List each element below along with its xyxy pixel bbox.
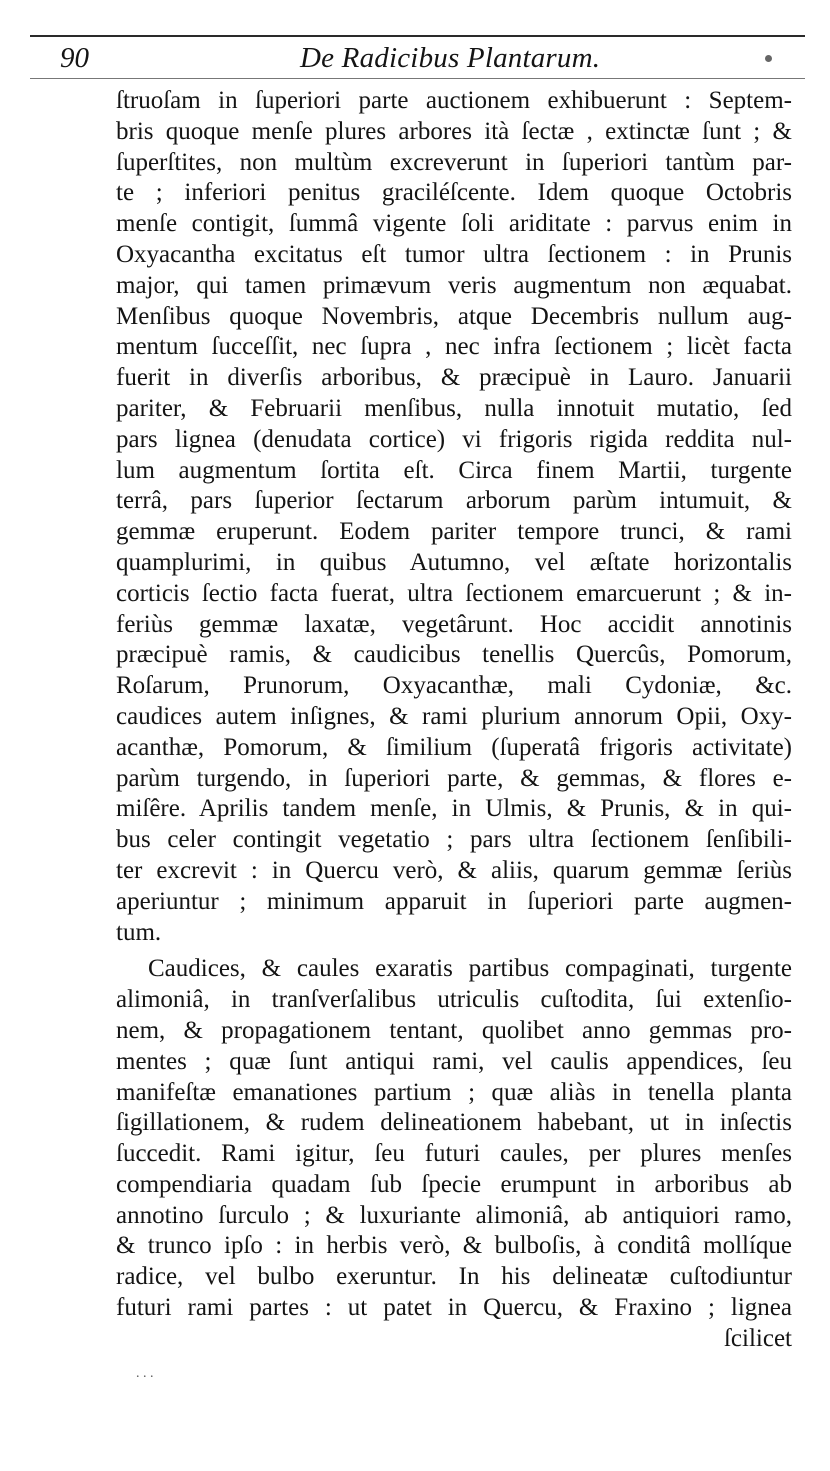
text-line: Caudices, & caules exaratis partibus compaginati, turgente <box>148 955 792 983</box>
text-line: ſigillationem, & rudem delineationem habebant, ut in inſectis <box>116 1109 792 1137</box>
text-line: & trunco ipſo : in herbis verò, & bulboſis, à conditâ mollíque <box>116 1232 792 1260</box>
text-line: futuri rami partes : ut patet in Quercu, & Fraxino ; lignea <box>116 1294 792 1322</box>
text-line: manifeſtæ emanationes partium ; quæ aliàs in tenella planta <box>116 1078 792 1106</box>
catchword: ſcilicet <box>723 1324 792 1352</box>
printer-mark <box>765 55 772 62</box>
text-line: caudices autem inſignes, & rami plurium annorum Opii, Oxy- <box>116 702 792 730</box>
text-line: ſuccedit. Rami igitur, ſeu futuri caules, per plures menſes <box>116 1140 792 1168</box>
text-line: miſêre. Aprilis tandem menſe, in Ulmis, & Prunis, & in qui- <box>116 795 792 823</box>
text-line: ter excrevit : in Quercu verò, & aliis, quarum gemmæ ſeriùs <box>116 856 792 884</box>
header-rule <box>30 78 805 79</box>
text-line: ſuperſtites, non multùm excreverunt in ſuperiori tantùm par- <box>116 148 792 176</box>
text-line: corticis ſectio facta fuerat, ultra ſectionem emarcuerunt ; & in- <box>116 579 792 607</box>
text-line: annotino ſurculo ; & luxuriante alimoniâ, ab antiquiori ramo, <box>116 1201 792 1229</box>
text-line: Menſibus quoque Novembris, atque Decembris nullum aug- <box>116 302 792 330</box>
text-line: nem, & propagationem tentant, quolibet anno gemmas pro- <box>116 1016 792 1044</box>
text-line: feriùs gemmæ laxatæ, vegetârunt. Hoc accidit annotinis <box>116 610 792 638</box>
body-text <box>116 86 792 1355</box>
text-line: gemmæ eruperunt. Eodem pariter tempore trunci, & rami <box>116 518 792 546</box>
text-line: lum augmentum ſortita eſt. Circa finem Martii, turgente <box>116 456 792 484</box>
page-number: 90 <box>60 42 89 74</box>
text-line: major, qui tamen primævum veris augmentum non æquabat. <box>116 271 792 299</box>
text-line: præcipuè ramis, & caudicibus tenellis Quercûs, Pomorum, <box>116 641 792 669</box>
text-line: mentum ſucceſſit, nec ſupra , nec infra ſectionem ; licèt facta <box>116 333 792 361</box>
text-line: ſtruoſam in ſuperiori parte auctionem exhibuerunt : Septem- <box>116 87 792 114</box>
text-line: pariter, & Februarii menſibus, nulla innotuit mutatio, ſed <box>116 394 792 422</box>
signature-dots: . . . <box>136 1366 154 1381</box>
text-line: Roſarum, Prunorum, Oxyacanthæ, mali Cydoniæ, &c. <box>116 672 792 700</box>
text-line: pars lignea (denudata cortice) vi frigoris rigida reddita nul- <box>116 425 792 453</box>
text-line: mentes ; quæ ſunt antiqui rami, vel caulis appendices, ſeu <box>116 1047 792 1075</box>
text-line: bus celer contingit vegetatio ; pars ultra ſectionem ſenſibili- <box>116 826 792 854</box>
top-rule <box>30 35 805 37</box>
text-line: te ; inferiori penitus graciléſcente. Idem quoque Octobris <box>116 179 792 207</box>
text-line: quamplurimi, in quibus Autumno, vel æſtate horizontalis <box>116 548 792 576</box>
text-line: alimoniâ, in tranſverſalibus utriculis cuſtodita, ſui extenſio- <box>116 986 792 1014</box>
paragraph-1 <box>116 86 792 948</box>
text-line: menſe contigit, ſummâ vigente ſoli ariditate : parvus enim in <box>116 210 792 238</box>
page-header <box>0 42 830 82</box>
text-line: parùm turgendo, in ſuperiori parte, & gemmas, & flores e- <box>116 764 792 792</box>
text-line: aperiuntur ; minimum apparuit in ſuperiori parte augmen- <box>116 887 792 915</box>
text-line: Oxyacantha excitatus eſt tumor ultra ſectionem : in Prunis <box>116 240 792 268</box>
running-title: De Radicibus Plantarum. <box>300 42 601 74</box>
text-line: compendiaria quadam ſub ſpecie erumpunt in arboribus ab <box>116 1170 792 1198</box>
text-line: acanthæ, Pomorum, & ſimilium (ſuperatâ frigoris activitate) <box>116 733 792 761</box>
text-line: terrâ, pars ſuperior ſectarum arborum parùm intumuit, & <box>116 487 792 515</box>
text-line: fuerit in diverſis arboribus, & præcipuè in Lauro. Januarii <box>116 364 792 392</box>
text-line: bris quoque menſe plures arbores ità ſectæ , extinctæ ſunt ; & <box>116 117 792 145</box>
text-line: tum. <box>116 918 162 946</box>
paragraph-2 <box>116 954 792 1324</box>
text-line: radice, vel bulbo exeruntur. In his delineatæ cuſtodiuntur <box>116 1263 792 1291</box>
